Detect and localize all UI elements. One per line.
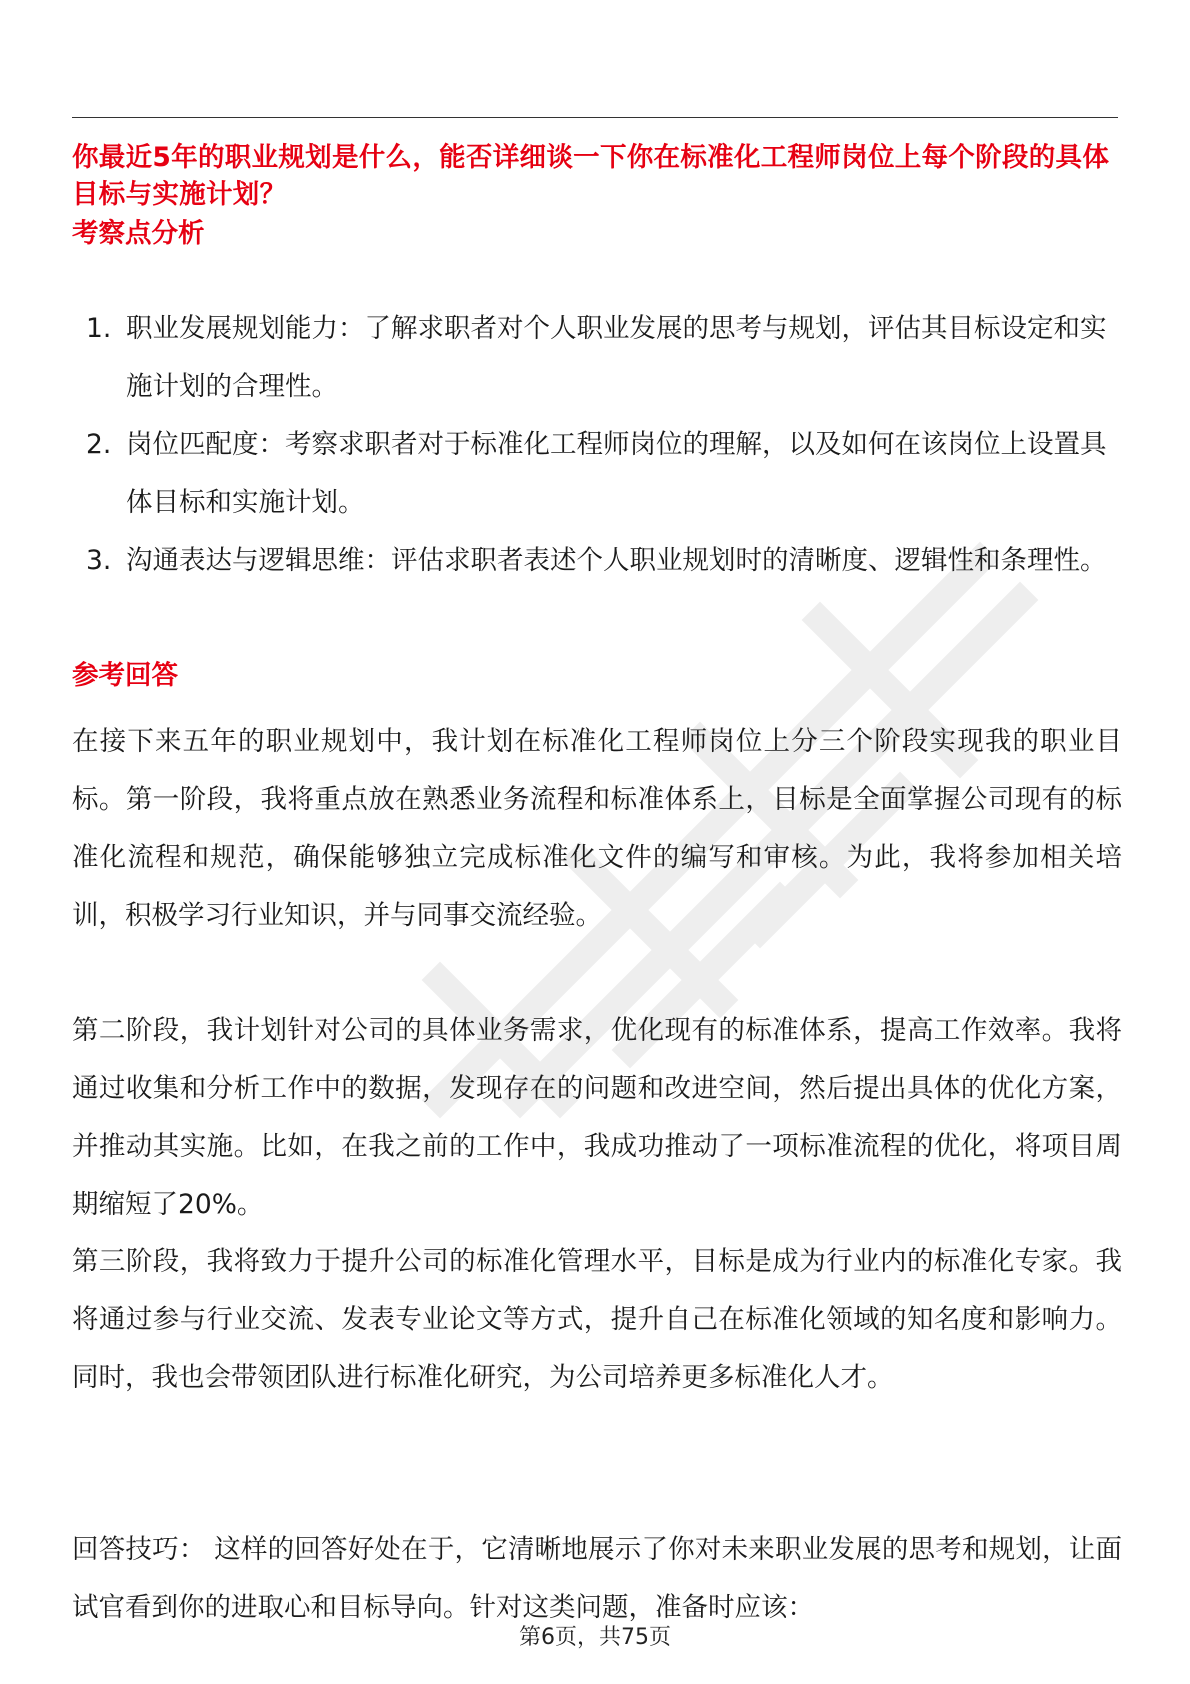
answer-tip-paragraph: 回答技巧： 这样的回答好处在于，它清晰地展示了你对未来职业发展的思考和规划，让面试官看到你的进取心和目标导向。针对这类问题，准备时应该： [72,1534,1122,1623]
point-number: 1. [86,313,112,344]
analysis-points-list [72,300,1122,590]
point-number: 2. [86,429,112,460]
point-text: 职业发展规划能力：了解求职者对个人职业发展的思考与规划，评估其目标设定和实施计划的合理性。 [126,313,1107,402]
answer-paragraph: 第三阶段，我将致力于提升公司的标准化管理水平，目标是成为行业内的标准化专家。我将通过参与行业交流、发表专业论文等方式，提升自己在标准化领域的知名度和影响力。同时，我也会带领团队进行标准化研究，为公司培养更多标准化人才。 [72,1246,1122,1393]
top-divider [72,117,1118,118]
point-text: 岗位匹配度：考察求职者对于标准化工程师岗位的理解，以及如何在该岗位上设置具体目标和实施计划。 [126,429,1107,518]
answer-heading: 参考回答 [72,660,178,691]
analysis-point [72,532,1122,590]
answer-paragraph: 第二阶段，我计划针对公司的具体业务需求，优化现有的标准体系，提高工作效率。我将通过收集和分析工作中的数据，发现存在的问题和改进空间，然后提出具体的优化方案，并推动其实施。比如，在我之前的工作中，我成功推动了一项标准流程的优化，将项目周期缩短了20%。 [72,1015,1122,1220]
answer-paragraph: 在接下来五年的职业规划中，我计划在标准化工程师岗位上分三个阶段实现我的职业目标。第一阶段，我将重点放在熟悉业务流程和标准体系上，目标是全面掌握公司现有的标准化流程和规范，确保能够独立完成标准化文件的编写和审核。为此，我将参加相关培训，积极学习行业知识，并与同事交流经验。 [72,726,1122,931]
analysis-point [72,300,1122,416]
analysis-point [72,416,1122,532]
page-number-footer: 第6页，共75页 [519,1625,671,1650]
question-title: 你最近5年的职业规划是什么，能否详细谈一下你在标准化工程师岗位上每个阶段的具体目标与实施计划？ [72,142,1110,210]
analysis-heading: 考察点分析 [72,218,205,249]
point-text: 沟通表达与逻辑思维：评估求职者表述个人职业规划时的清晰度、逻辑性和条理性。 [126,545,1107,576]
point-number: 3. [86,545,112,576]
